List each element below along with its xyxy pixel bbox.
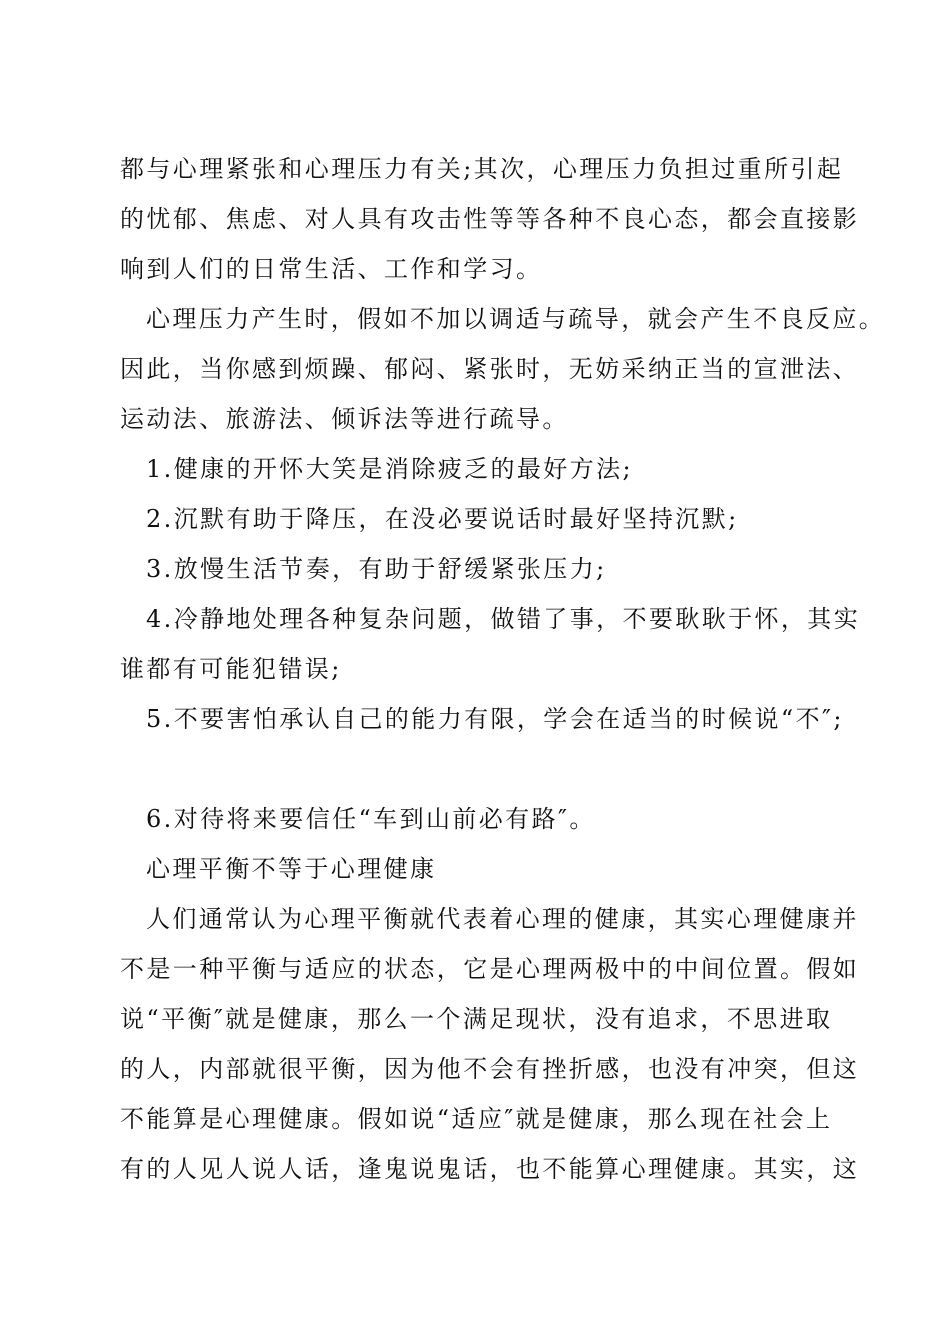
- paragraph-line: 的忧郁、焦虑、对人具有攻击性等等各种不良心态，都会直接影: [120, 205, 860, 233]
- paragraph-line: 响到人们的日常生活、工作和学习。: [120, 255, 543, 283]
- paragraph-line: 人们通常认为心理平衡就代表着心理的健康，其实心理健康并: [146, 905, 859, 933]
- paragraph-line: 心理压力产生时，假如不加以调适与疏导，就会产生不良反应。: [146, 305, 886, 333]
- list-item: 5.不要害怕承认自己的能力有限，学会在适当的时候说“不″;: [146, 705, 844, 733]
- list-item: 4.冷静地处理各种复杂问题，做错了事，不要耿耿于怀，其实: [146, 605, 861, 633]
- paragraph-line: 都与心理紧张和心理压力有关;其次，心理压力负担过重所引起: [120, 155, 844, 183]
- paragraph-line: 不能算是心理健康。假如说“适应″就是健康，那么现在社会上: [120, 1105, 833, 1133]
- list-item-continuation: 谁都有可能犯错误;: [120, 655, 342, 683]
- list-item: 6.对待将来要信任“车到山前必有路″。: [146, 805, 596, 833]
- list-item: 3.放慢生活节奏，有助于舒缓紧张压力;: [146, 555, 607, 583]
- paragraph-line: 说“平衡″就是健康，那么一个满足现状，没有追求，不思进取: [120, 1005, 833, 1033]
- list-item: 2.沉默有助于降压，在没必要说话时最好坚持沉默;: [146, 505, 739, 533]
- list-item: 1.健康的开怀大笑是消除疲乏的最好方法;: [146, 455, 633, 483]
- paragraph-line: 有的人见人说人话，逢鬼说鬼话，也不能算心理健康。其实，这: [120, 1155, 860, 1183]
- paragraph-line: 的人，内部就很平衡，因为他不会有挫折感，也没有冲突，但这: [120, 1055, 860, 1083]
- paragraph-line: 因此，当你感到烦躁、郁闷、紧张时，无妨采纳正当的宣泄法、: [120, 355, 860, 383]
- paragraph-line: 运动法、旅游法、倾诉法等进行疏导。: [120, 405, 569, 433]
- paragraph-line: 不是一种平衡与适应的状态，它是心理两极中的中间位置。假如: [120, 955, 860, 983]
- section-heading: 心理平衡不等于心理健康: [146, 855, 437, 883]
